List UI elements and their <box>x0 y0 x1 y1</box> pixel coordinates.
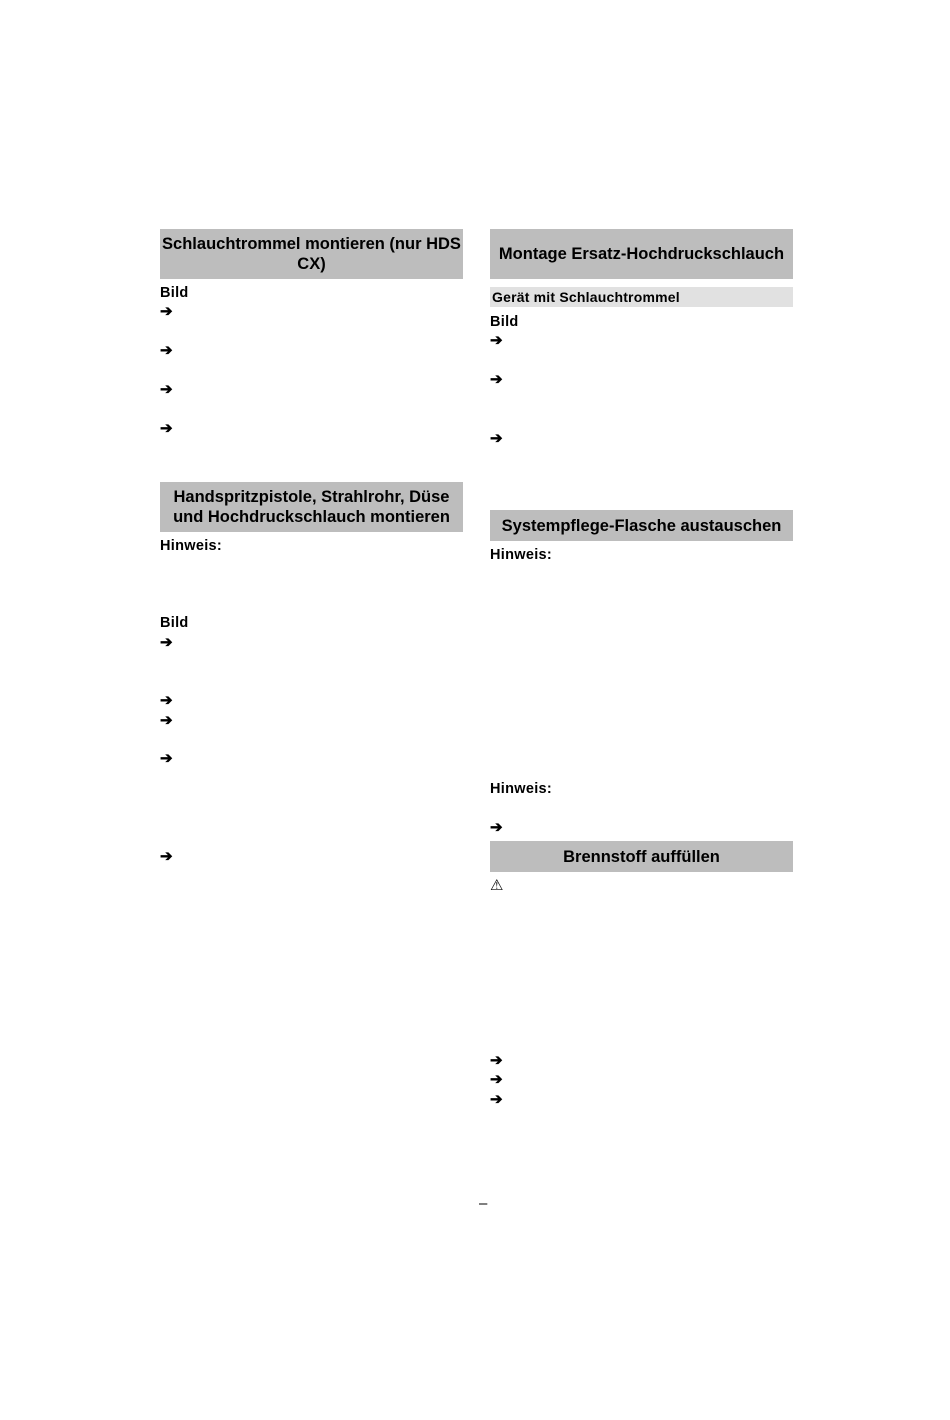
figure-label: Bild <box>490 314 519 330</box>
step-arrow-icon: ➔ <box>490 819 503 836</box>
step-arrow-icon: ➔ <box>160 381 173 398</box>
step-arrow-icon: ➔ <box>160 712 173 729</box>
step-arrow-icon: ➔ <box>160 342 173 359</box>
step-arrow-icon: ➔ <box>160 634 173 651</box>
section-heading-brennstoff <box>490 841 793 872</box>
figure-label: Bild <box>160 615 189 631</box>
step-arrow-icon: ➔ <box>160 692 173 709</box>
step-arrow-icon: ➔ <box>160 420 173 437</box>
figure-label: Bild <box>160 285 189 301</box>
step-arrow-icon: ➔ <box>490 332 503 349</box>
step-arrow-icon: ➔ <box>160 848 173 865</box>
note-label: Hinweis: <box>160 538 223 554</box>
step-arrow-icon: ➔ <box>490 430 503 447</box>
step-arrow-icon: ➔ <box>160 303 173 320</box>
step-arrow-icon: ➔ <box>490 371 503 388</box>
section-title: Schlauchtrommel montieren (nur HDS CX) <box>162 235 461 273</box>
step-arrow-icon: ➔ <box>490 1071 503 1088</box>
section-heading-handspritzpistole <box>160 482 463 532</box>
step-arrow-icon: ➔ <box>490 1091 503 1108</box>
section-heading-schlauchtrommel <box>160 229 463 279</box>
section-heading-montage-ersatz <box>490 229 793 279</box>
warning-icon: ⚠ <box>490 877 504 894</box>
section-title: Handspritzpistole, Strahlrohr, Düse und Hochdruckschlauch montieren <box>173 488 450 526</box>
section-title: Systempflege-Flasche austauschen <box>501 516 782 535</box>
page-number: – <box>479 1195 488 1212</box>
section-title: Brennstoff auffüllen <box>563 847 720 866</box>
step-arrow-icon: ➔ <box>490 1052 503 1069</box>
section-title: Montage Ersatz-Hochdruckschlauch <box>498 245 785 263</box>
section-heading-systempflege <box>490 510 793 541</box>
note-label: Hinweis: <box>490 547 553 563</box>
subsection-heading: Gerät mit Schlauchtrommel <box>490 287 793 307</box>
step-arrow-icon: ➔ <box>160 750 173 767</box>
note-label: Hinweis: <box>490 781 553 797</box>
